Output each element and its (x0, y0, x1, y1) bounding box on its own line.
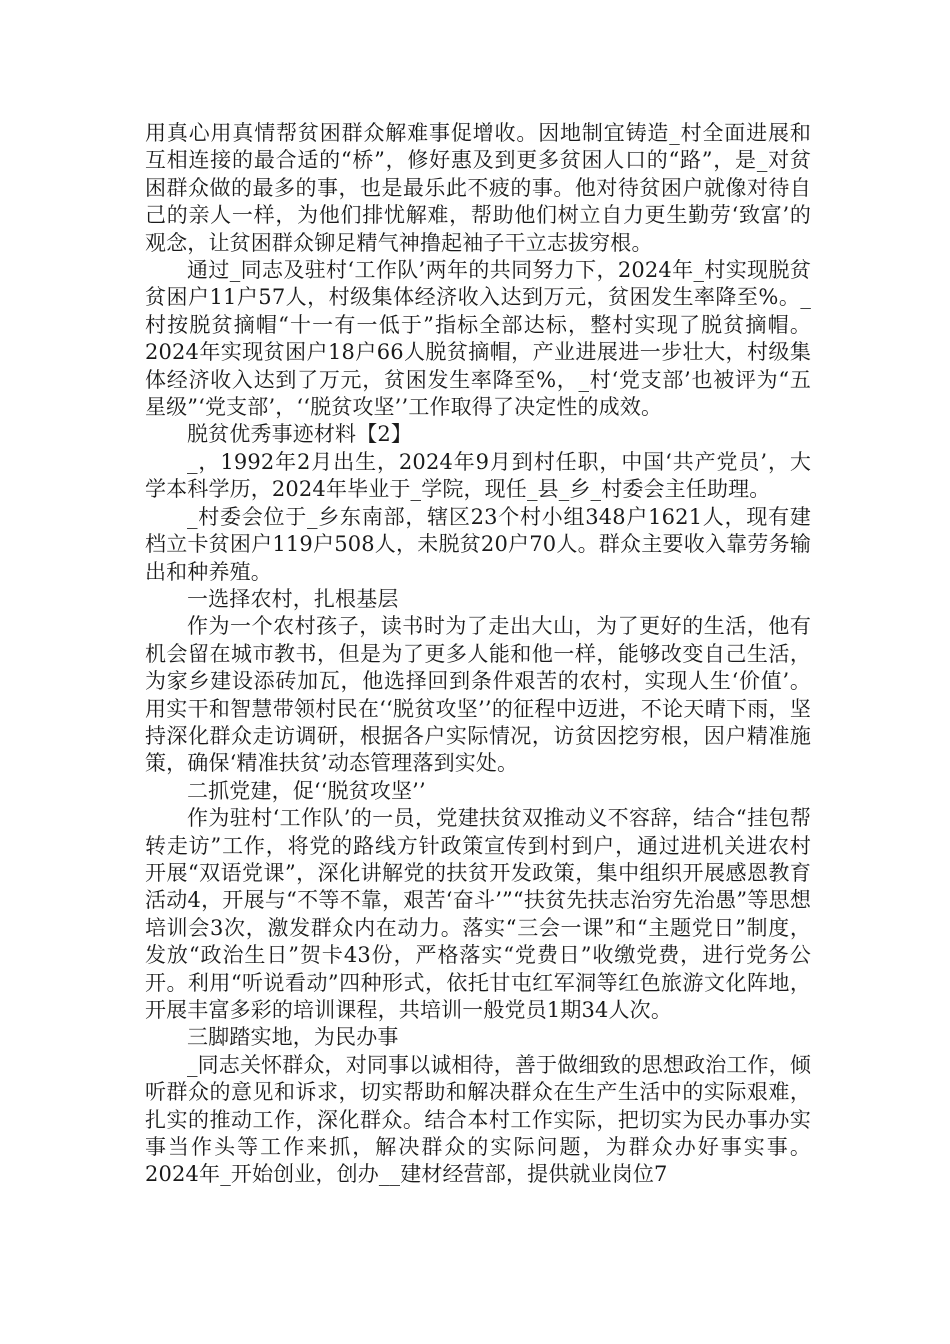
paragraph-5: 作为一个农村孩子，读书时为了走出大山，为了更好的生活，他有机会留在城市教书，但是为了更多人能和他一样，能够改变自己生活，为家乡建设添砖加瓦，他选择回到条件艰苦的农村，实现人生‘价值’。用实干和智慧带领村民在‘‘脱贫攻坚’’的征程中迈进，不论天晴下雨，坚持深化群众走访调研，根据各户实际情况，访贫因挖穷根，因户精准施策，确保‘精准扶贫’动态管理落到实处。 (145, 614, 811, 776)
paragraph-7: _同志关怀群众，对同事以诚相待，善于做细致的思想政治工作，倾听群众的意见和诉求，切实帮助和解决群众在生产生活中的实际艰难，扎实的推动工作，深化群众。结合本村工作实际，把切实为民办事办实事当作头等工作来抓，解决群众的实际问题，为群众办好事实事。2024年_开始创业，创办__建材经营部，提供就业岗位7 (145, 1052, 811, 1187)
subheading-3: 三脚踏实地，为民办事 (187, 1025, 399, 1050)
paragraph-2: 通过_同志及驻村‘工作队’两年的共同努力下，2024年_村实现脱贫贫困户11户57人，村级集体经济收入达到万元，贫困发生率降至%。_村按脱贫摘帽“十一有一低于”指标全部达标，整村实现了脱贫摘帽。2024年实现贫困户18户66人脱贫摘帽，产业进展进一步壮大，村级集体经济收入达到了万元，贫困发生率降至%，_村‘党支部’也被评为“五星级”‘党支部’，‘‘脱贫攻坚’’工作取得了决定性的成效。 (145, 258, 811, 420)
paragraph-3: _，1992年2月出生，2024年9月到村任职，中国‘共产党员’，大学本科学历，2024年毕业于_学院，现任_县_乡_村委会主任助理。 (145, 449, 811, 502)
paragraph-6: 作为驻村‘工作队’的一员，党建扶贫双推动义不容辞，结合“挂包帮转走访”工作，将党的路线方针政策宣传到村到户，通过进机关进农村开展“双语党课”，深化讲解党的扶贫开发政策，集中组织开展感恩教育活动4，开展与“不等不靠，艰苦‘奋斗’”“扶贫先扶志治穷先治愚”等思想培训会3次，激发群众内在动力。落实“三会一课”和“主题党日”制度，发放“政治生日”贺卡43份，严格落实“党费日”收缴党费，进行党务公开。利用“听说看动”四种形式，依托甘屯红军洞等红色旅游文化阵地，开展丰富多彩的培训课程，共培训一般党员1期34人次。 (145, 806, 811, 1022)
document-body (145, 120, 811, 1189)
subheading-2: 二抓党建，促‘‘脱贫攻坚’’ (187, 778, 426, 803)
paragraph-4: _村委会位于_乡东南部，辖区23个村小组348户1621人，现有建档立卡贫困户119户508人，未脱贫20户70人。群众主要收入靠劳务输出和种养殖。 (145, 504, 811, 584)
paragraph-1: 用真心用真情帮贫困群众解难事促增收。因地制宜铸造_村全面进展和互相连接的最合适的“桥”，修好惠及到更多贫困人口的“路”，是_对贫困群众做的最多的事，也是最乐此不疲的事。他对待贫困户就像对待自己的亲人一样，为他们排忧解难，帮助他们树立自力更生勤劳‘致富’的观念，让贫困群众铆足精气神撸起袖子干立志拔穷根。 (145, 121, 811, 255)
section-heading-2: 脱贫优秀事迹材料【2】 (187, 422, 413, 447)
subheading-1: 一选择农村，扎根基层 (187, 586, 399, 611)
